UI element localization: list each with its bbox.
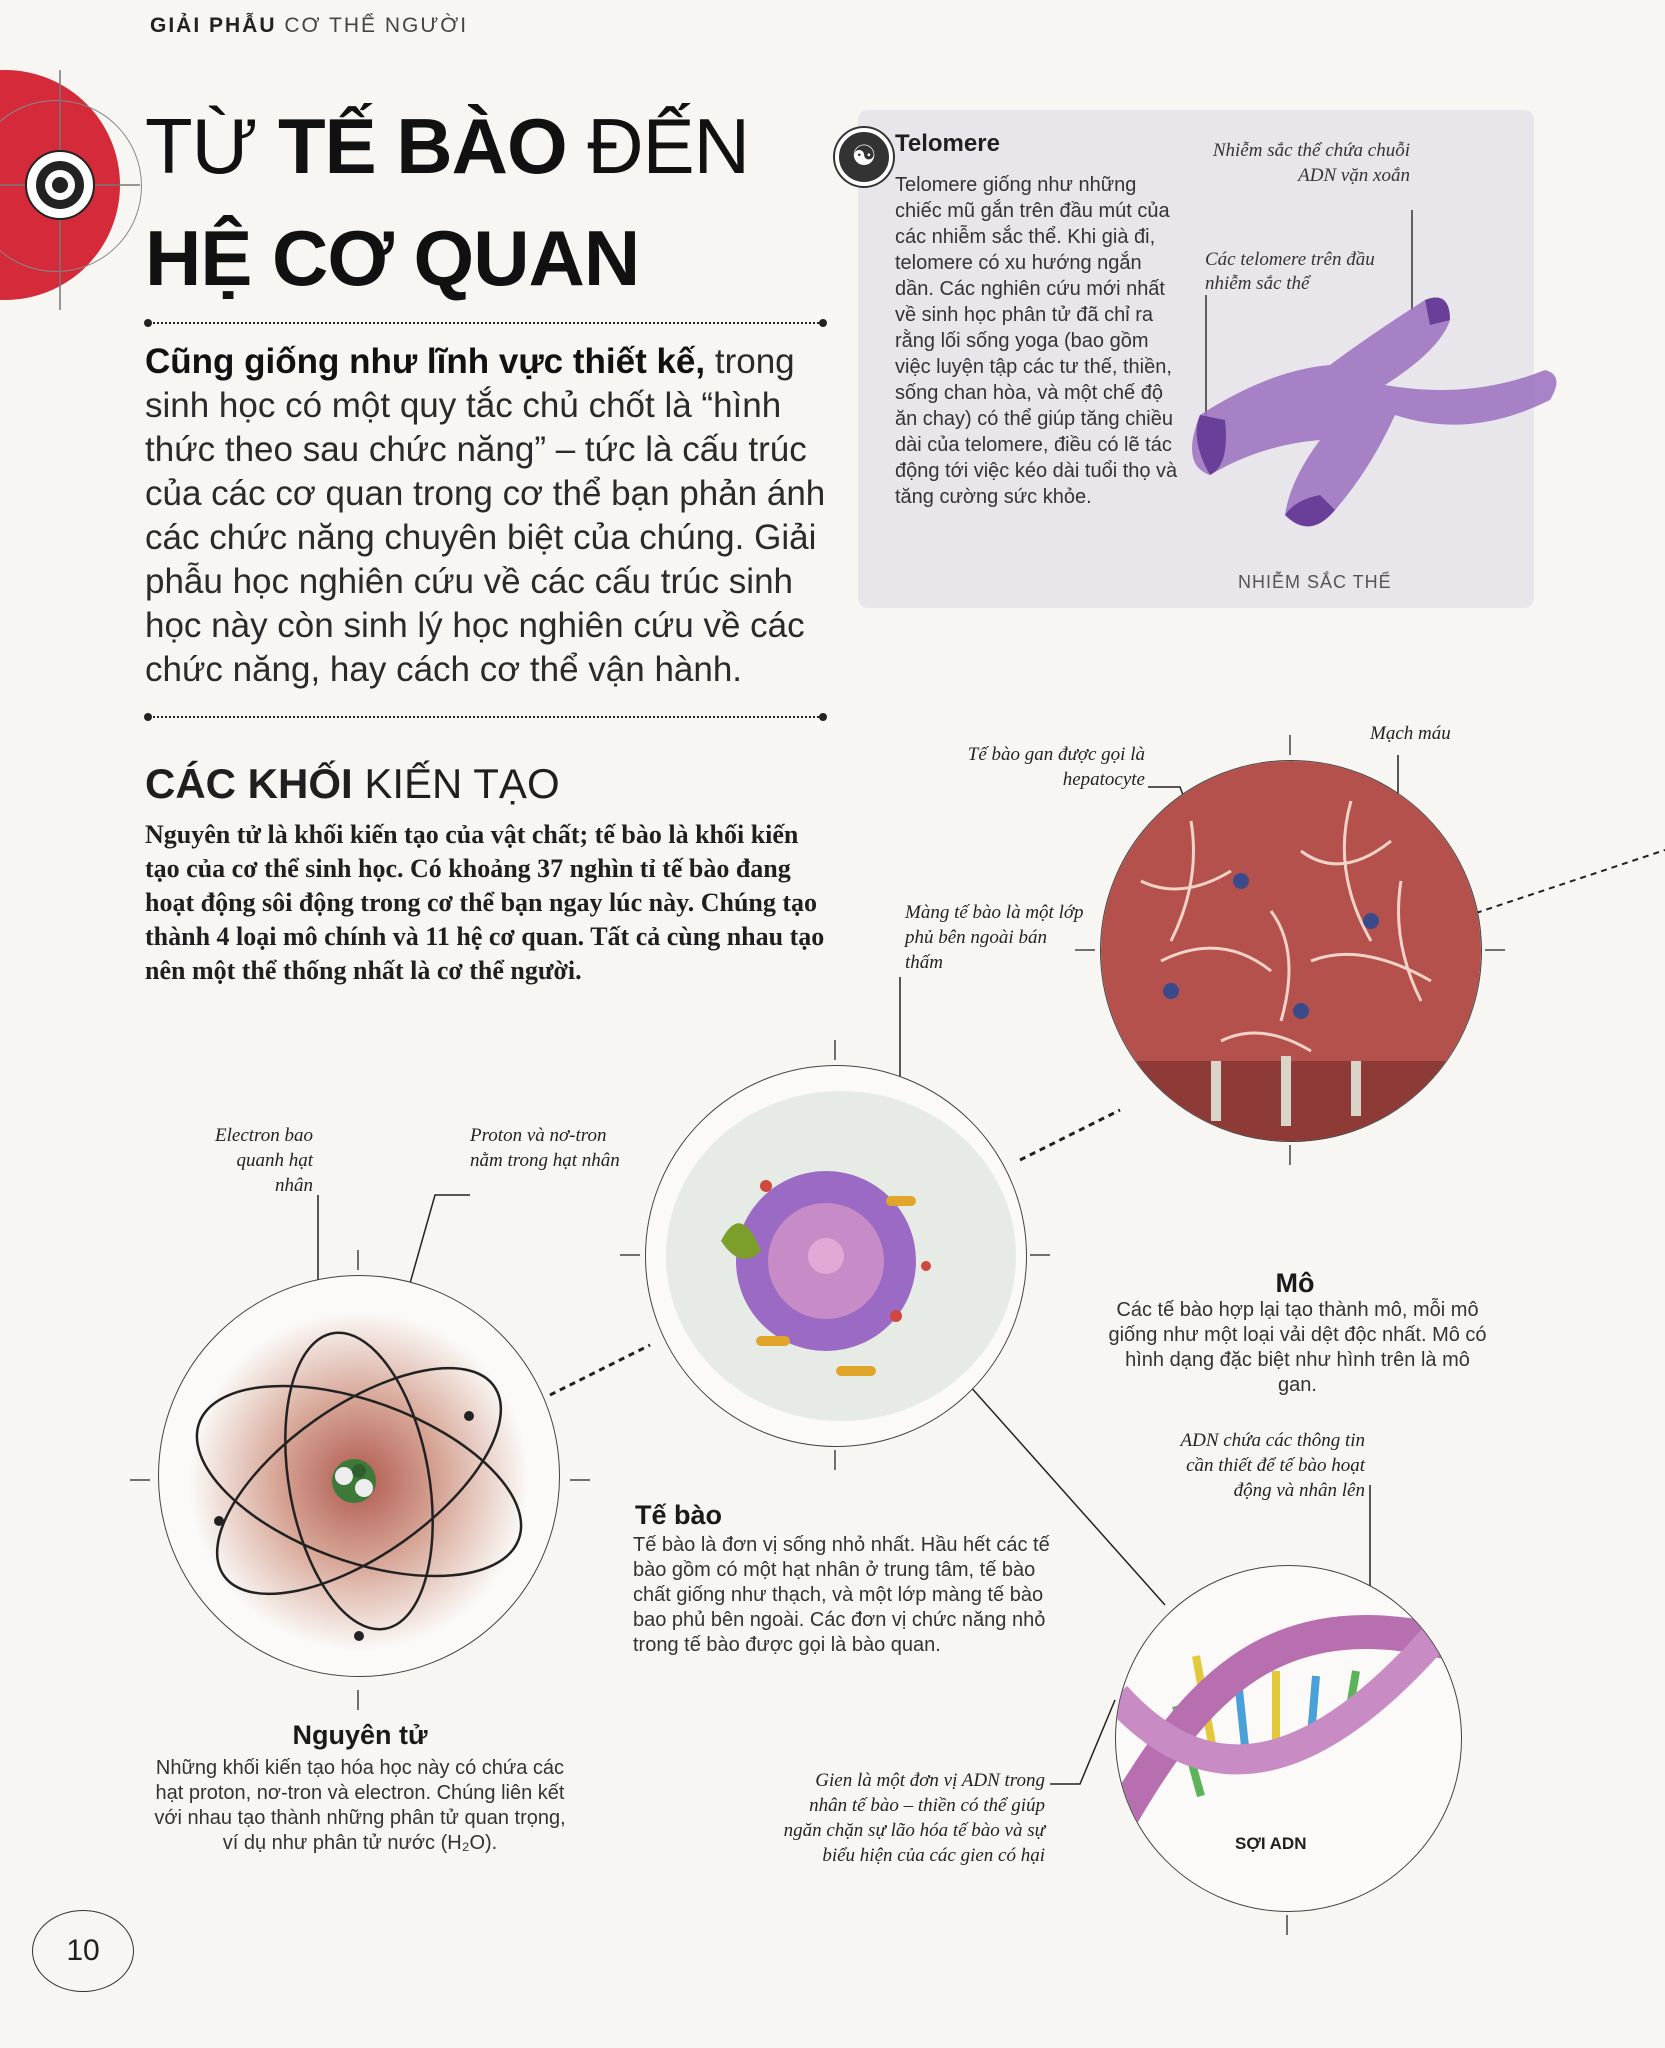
section-title-bold: CÁC KHỐI xyxy=(145,760,353,807)
running-head-bold: GIẢI PHẪU xyxy=(150,14,277,37)
atom-heading: Nguyên tử xyxy=(292,1720,428,1750)
atom-body: Những khối kiến tạo hóa học này có chứa các hạt proton, nơ-tron và electron. Chúng liên kết với nhau tạo thành những phân tử quan trọng, ví dụ như phân tử nước (H₂O). xyxy=(154,1757,566,1854)
intro-text: trong sinh học có một quy tắc chủ chốt là “hình thức theo sau chức năng” – tức là cấu trúc của các cơ quan trong cơ thể bạn phản ánh các chức năng chuyên biệt của chúng. Giải phẫu học nghiên cứu về các cấu trúc sinh học này còn sinh lý học nghiên cứu về các chức năng, hay cách cơ thể vận hành. xyxy=(145,342,826,689)
title-bold-2: HỆ CƠ QUAN xyxy=(145,214,640,302)
section-title-light: KIẾN TẠO xyxy=(352,760,560,807)
tissue-heading: Mô xyxy=(1275,1268,1315,1298)
chromosome-caption: Nhiễm sắc thể chứa chuỗi ADN vặn xoắn xyxy=(1212,140,1410,186)
telomere-body: Telomere giống như những chiếc mũ gắn trên đầu mút của các nhiễm sắc thể. Khi già đi, telomere có xu hướng ngắn dần. Các nghiên cứu mới nhất về sinh học phân tử đã chỉ ra rằng lối sống yoga (bao gồm việc luyện tập các tư thế, thiền, sống chan hòa, và một chế độ ăn chay) có thể giúp tăng chiều dài của telomere, điều có lẽ tác động tới việc kéo dài tuổi thọ và tăng cường sức khỏe. xyxy=(895,174,1178,508)
atom-frame-ticks xyxy=(130,1250,590,1710)
title-light-1: TỪ xyxy=(145,102,278,190)
electron-caption: Electron bao quanh hạt nhân xyxy=(215,1125,313,1196)
dna-frame-ticks xyxy=(1090,1540,1485,1935)
tissue-frame-ticks xyxy=(1075,735,1505,1165)
intro-lead: Cũng giống như lĩnh vực thiết kế, xyxy=(145,342,706,381)
vessel-caption: Mạch máu xyxy=(1370,723,1451,744)
telomere-caption: Các telomere trên đầu nhiễm sắc thể xyxy=(1205,249,1375,294)
proton-caption: Proton và nơ-tron nằm trong hạt nhân xyxy=(470,1125,620,1171)
cell-heading: Tế bào xyxy=(635,1500,723,1530)
meditation-icon: ☯ xyxy=(835,128,893,186)
title-bold-1: TẾ BÀO xyxy=(277,102,567,190)
running-head-light: CƠ THỂ NGƯỜI xyxy=(284,14,469,37)
hepatocyte-caption: Tế bào gan được gọi là hepatocyte xyxy=(967,744,1145,790)
cell-body: Tế bào là đơn vị sống nhỏ nhất. Hầu hết các tế bào gồm có một hạt nhân ở trung tâm, tế bào chất giống như thạch, và một lớp màng tế bào bao phủ bên ngoài. Các đơn vị chức năng nhỏ trong tế bào được gọi là bào quan. xyxy=(633,1534,1050,1656)
section-body: Nguyên tử là khối kiến tạo của vật chất; tế bào là khối kiến tạo của cơ thể sinh học. Có khoảng 37 nghìn tỉ tế bào đang hoạt động sôi động trong cơ thể bạn ngay lúc này. Chúng tạo thành 4 loại mô chính và 11 hệ cơ quan. Tất cả cùng nhau tạo nên một thể thống nhất là cơ thể người. xyxy=(145,820,825,985)
gene-caption: Gien là một đơn vị ADN trong nhân tế bào – thiền có thể giúp ngăn chặn sự lão hóa tế bào và sự biểu hiện của các gien có hại xyxy=(783,1770,1045,1866)
title-light-2: ĐẾN xyxy=(566,102,749,190)
membrane-caption: Màng tế bào là một lớp phủ bên ngoài bán thấm xyxy=(905,902,1084,973)
tissue-body: Các tế bào hợp lại tạo thành mô, mỗi mô giống như một loại vải dệt độc nhất. Mô có hình dạng đặc biệt như hình trên là mô gan. xyxy=(1108,1299,1487,1396)
dna-info-caption: ADN chứa các thông tin cần thiết để tế bào hoạt động và nhân lên xyxy=(1180,1430,1365,1501)
cell-frame-ticks xyxy=(620,1040,1050,1470)
page-number: 10 xyxy=(32,1910,134,1992)
dna-label: SỢI ADN xyxy=(1235,1834,1307,1853)
chromosome-label: NHIỄM SẮC THỂ xyxy=(1238,572,1392,592)
telomere-title: Telomere xyxy=(895,130,1000,157)
